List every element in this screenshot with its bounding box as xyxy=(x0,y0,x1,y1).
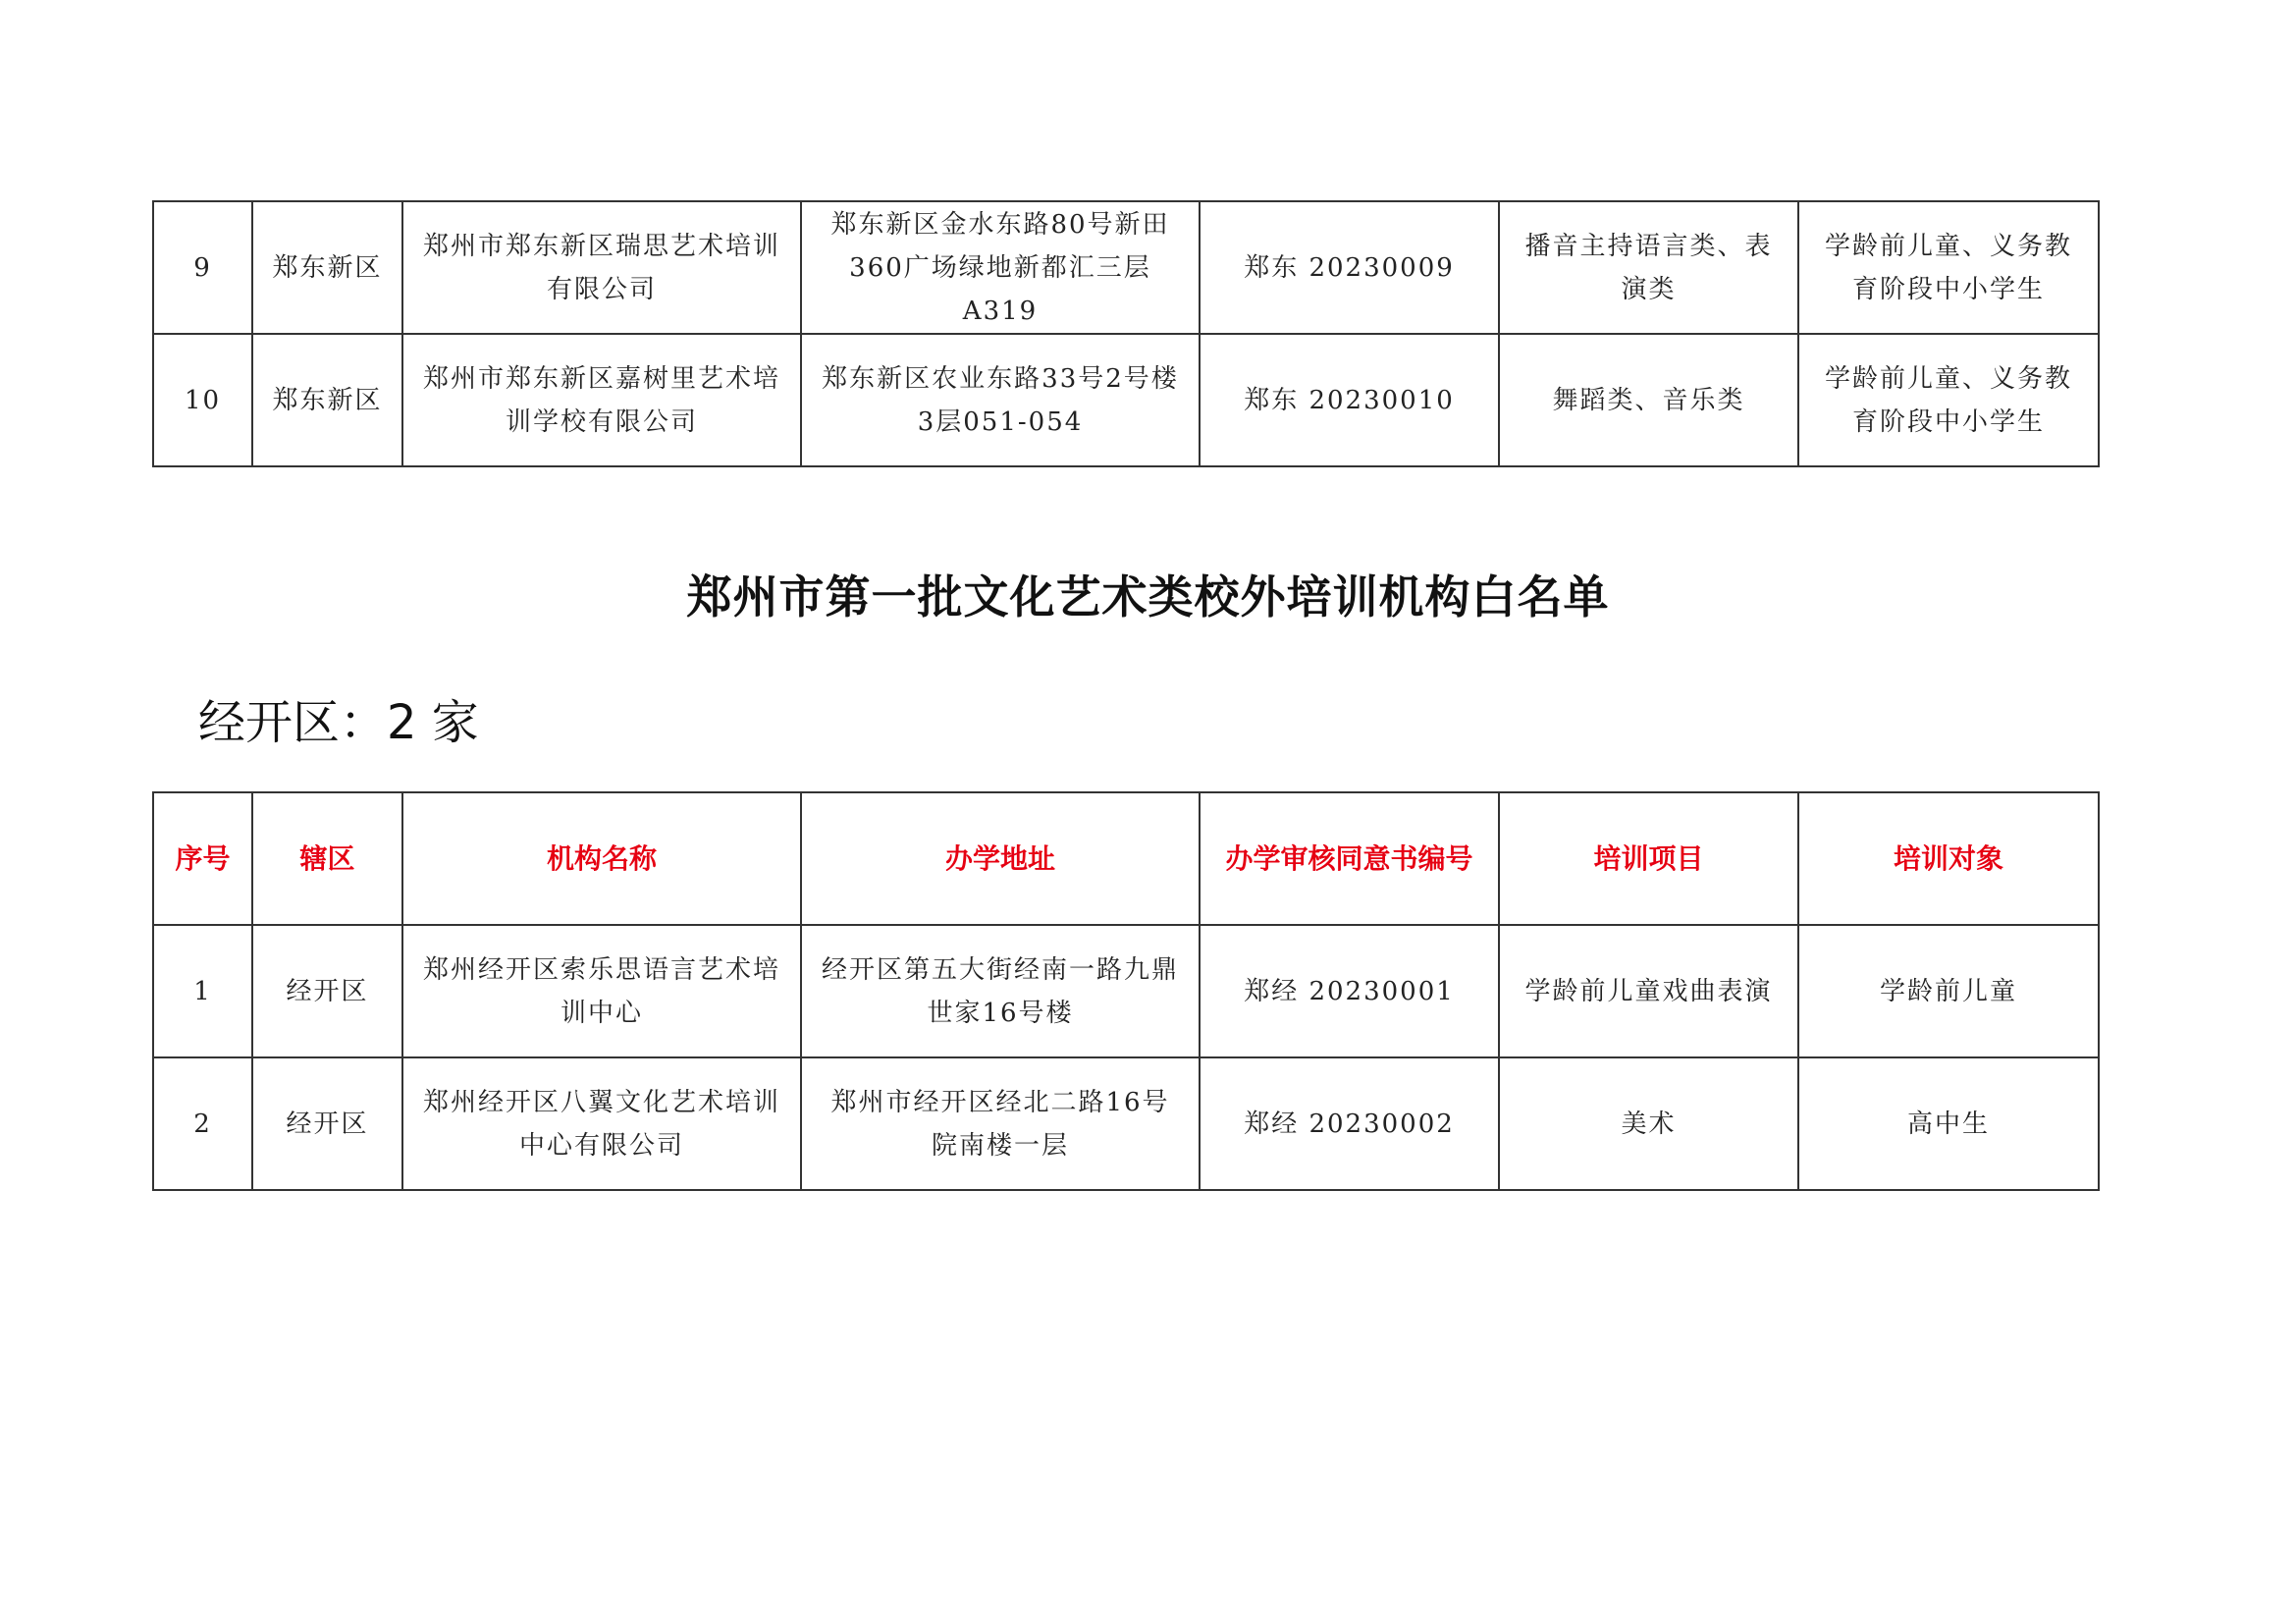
document-title: 郑州市第一批文化艺术类校外培训机构白名单 xyxy=(686,570,1610,623)
cell-permit: 郑经 20230002 xyxy=(1200,1057,1499,1190)
cell-target: 学龄前儿童、义务教育阶段中小学生 xyxy=(1798,201,2099,334)
cell-name: 郑州市郑东新区瑞思艺术培训有限公司 xyxy=(402,201,801,334)
cell-district: 郑东新区 xyxy=(252,201,402,334)
cell-name: 郑州经开区八翼文化艺术培训中心有限公司 xyxy=(402,1057,801,1190)
cell-district: 经开区 xyxy=(252,1057,402,1190)
cell-no: 10 xyxy=(153,334,252,466)
cell-no: 2 xyxy=(153,1057,252,1190)
cell-district: 郑东新区 xyxy=(252,334,402,466)
cell-target: 学龄前儿童 xyxy=(1798,925,2099,1057)
cell-address: 郑东新区金水东路80号新田360广场绿地新都汇三层A319 xyxy=(801,201,1200,334)
table-row xyxy=(153,334,2099,466)
header-address: 办学地址 xyxy=(801,792,1200,925)
cell-permit: 郑经 20230001 xyxy=(1200,925,1499,1057)
header-project: 培训项目 xyxy=(1499,792,1798,925)
cell-address: 郑东新区农业东路33号2号楼3层051-054 xyxy=(801,334,1200,466)
table-row xyxy=(153,925,2099,1057)
cell-permit: 郑东 20230010 xyxy=(1200,334,1499,466)
cell-name: 郑州市郑东新区嘉树里艺术培训学校有限公司 xyxy=(402,334,801,466)
table-row xyxy=(153,201,2099,334)
cell-permit: 郑东 20230009 xyxy=(1200,201,1499,334)
cell-project: 舞蹈类、音乐类 xyxy=(1499,334,1798,466)
zhengdong-table-continued xyxy=(152,200,2100,467)
cell-target: 高中生 xyxy=(1798,1057,2099,1190)
cell-no: 9 xyxy=(153,201,252,334)
cell-name: 郑州经开区索乐思语言艺术培训中心 xyxy=(402,925,801,1057)
section-heading: 经开区：2 家 xyxy=(198,695,479,750)
cell-address: 经开区第五大街经南一路九鼎世家16号楼 xyxy=(801,925,1200,1057)
table-header-row xyxy=(153,792,2099,925)
cell-project: 播音主持语言类、表演类 xyxy=(1499,201,1798,334)
header-name: 机构名称 xyxy=(402,792,801,925)
cell-project: 美术 xyxy=(1499,1057,1798,1190)
cell-no: 1 xyxy=(153,925,252,1057)
cell-target: 学龄前儿童、义务教育阶段中小学生 xyxy=(1798,334,2099,466)
jingkai-table xyxy=(152,791,2100,1191)
cell-address: 郑州市经开区经北二路16号院南楼一层 xyxy=(801,1057,1200,1190)
cell-project: 学龄前儿童戏曲表演 xyxy=(1499,925,1798,1057)
header-target: 培训对象 xyxy=(1798,792,2099,925)
header-permit: 办学审核同意书编号 xyxy=(1200,792,1499,925)
header-no: 序号 xyxy=(153,792,252,925)
table-row xyxy=(153,1057,2099,1190)
header-district: 辖区 xyxy=(252,792,402,925)
cell-district: 经开区 xyxy=(252,925,402,1057)
